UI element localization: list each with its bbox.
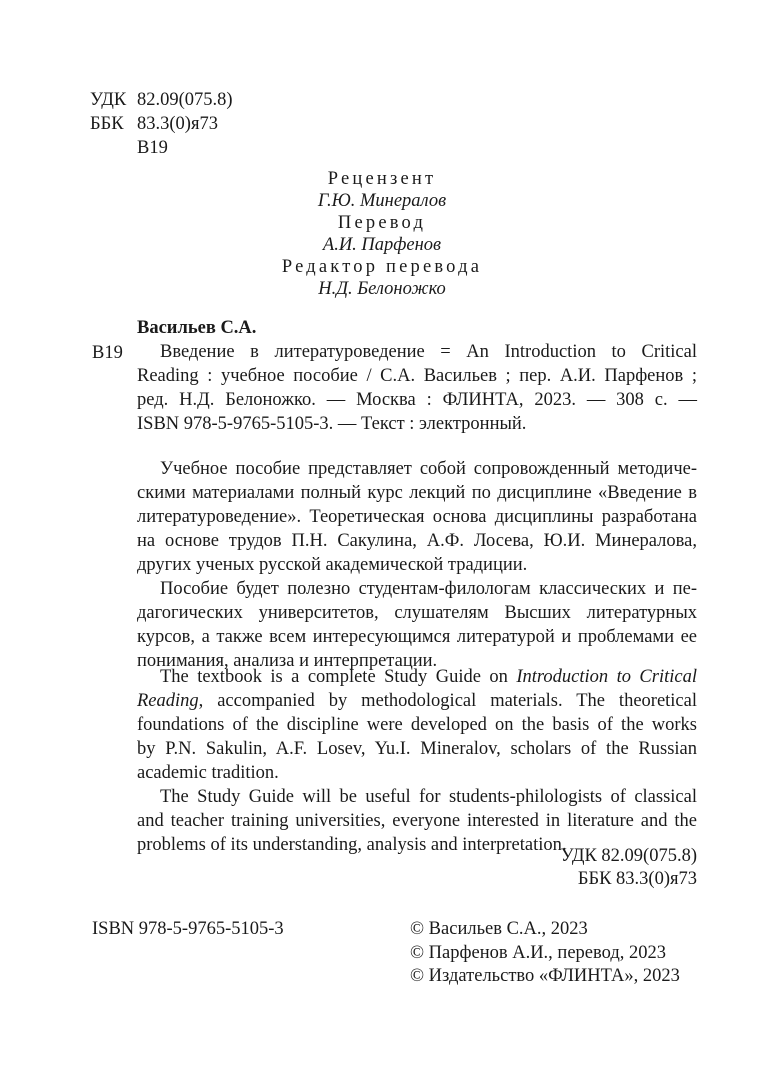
abstract-line: problems of its understanding, analysis and interpretation. (137, 835, 567, 855)
entry-line: ISBN 978-5-9765-5105-3. — Текст : электронный. (137, 414, 527, 434)
abstract-line: The Study Guide will be useful for students-philologists of classical (160, 787, 697, 807)
abstract-line: курсов, а также всем интересующимся литературой и проблемами ее (137, 627, 697, 647)
abstract-line: понимания, анализа и интерпретации. (137, 651, 438, 671)
translation-editor-role: Редактор перевода (281, 257, 483, 277)
entry-line: ред. Н.Д. Белоножко. — Москва : ФЛИНТА, 2023. — 308 с. — (137, 390, 697, 410)
translation-role: Перевод (337, 213, 427, 233)
abstract-english (137, 665, 697, 857)
abstract-line: Учебное пособие представляет собой сопровожденный методиче- (160, 459, 697, 479)
footer-udc: УДК 82.09(075.8) (560, 846, 697, 866)
abstract-line: and teacher training universities, everyone interested in literature and the (137, 811, 697, 831)
entry-line: Введение в литературоведение = An Introduction to Critical (160, 342, 697, 362)
reviewer-name: Г.Ю. Минералов (317, 191, 447, 211)
udc-row (90, 88, 233, 112)
abstract-line: дагогических университетов, слушателям Высших литературных (137, 603, 697, 623)
entry-author-mark: В19 (92, 343, 123, 363)
book-title-italic: Introduction to Critical (516, 667, 697, 687)
footer-bbk: ББК 83.3(0)я73 (577, 869, 697, 889)
abstract-line: academic tradition. (137, 763, 279, 783)
credits-block (0, 168, 764, 300)
abstract-line: The textbook is a complete Study Guide on Introduction to Critical (160, 667, 697, 687)
translator-name: А.И. Парфенов (322, 235, 442, 255)
book-title-italic: Reading (137, 691, 199, 711)
udc-label: УДК (90, 90, 127, 110)
bibliographic-entry (137, 316, 697, 436)
bbk-row (90, 112, 233, 136)
abstract-line: foundations of the discipline were developed on the basis of the works (137, 715, 697, 735)
entry-author: Васильев С.А. (137, 318, 257, 338)
abstract-line: Reading, accompanied by methodological materials. The theoretical (137, 691, 697, 711)
abstract-line: литературоведение». Теоретическая основа дисциплины разработана (137, 507, 697, 527)
udc-value: 82.09(075.8) (137, 90, 233, 110)
copyright-block (410, 918, 680, 989)
abstract-line: Пособие будет полезно студентам-филологам классических и пе- (160, 579, 697, 599)
bbk-label: ББК (90, 114, 124, 134)
copyright-line: © Васильев С.А., 2023 (410, 919, 588, 939)
abstract-line: скими материалами полный курс лекций по дисциплине «Введение в (137, 483, 697, 503)
classification-codes (90, 88, 233, 160)
bbk-value: 83.3(0)я73 (137, 114, 218, 134)
abstract-line: на основе трудов П.Н. Сакулина, А.Ф. Лосева, Ю.И. Минералова, (137, 531, 697, 551)
footer-classification-codes (540, 845, 697, 891)
copyright-line: © Парфенов А.И., перевод, 2023 (410, 942, 666, 963)
abstract-line: других ученых русской академической традиции. (137, 555, 528, 575)
copyright-line: © Издательство «ФЛИНТА», 2023 (410, 966, 680, 986)
abstract-line: by P.N. Sakulin, A.F. Losev, Yu.I. Mineralov, scholars of the Russian (137, 739, 697, 759)
author-mark: В19 (137, 138, 168, 158)
isbn: ISBN 978-5-9765-5105-3 (92, 919, 284, 939)
translation-editor-name: Н.Д. Белоножко (318, 279, 446, 299)
reviewer-role: Рецензент (327, 169, 437, 189)
abstract-russian (137, 457, 697, 673)
author-mark-row (90, 136, 233, 160)
entry-line: Reading : учебное пособие / С.А. Васильев ; пер. А.И. Парфенов ; (137, 366, 697, 386)
